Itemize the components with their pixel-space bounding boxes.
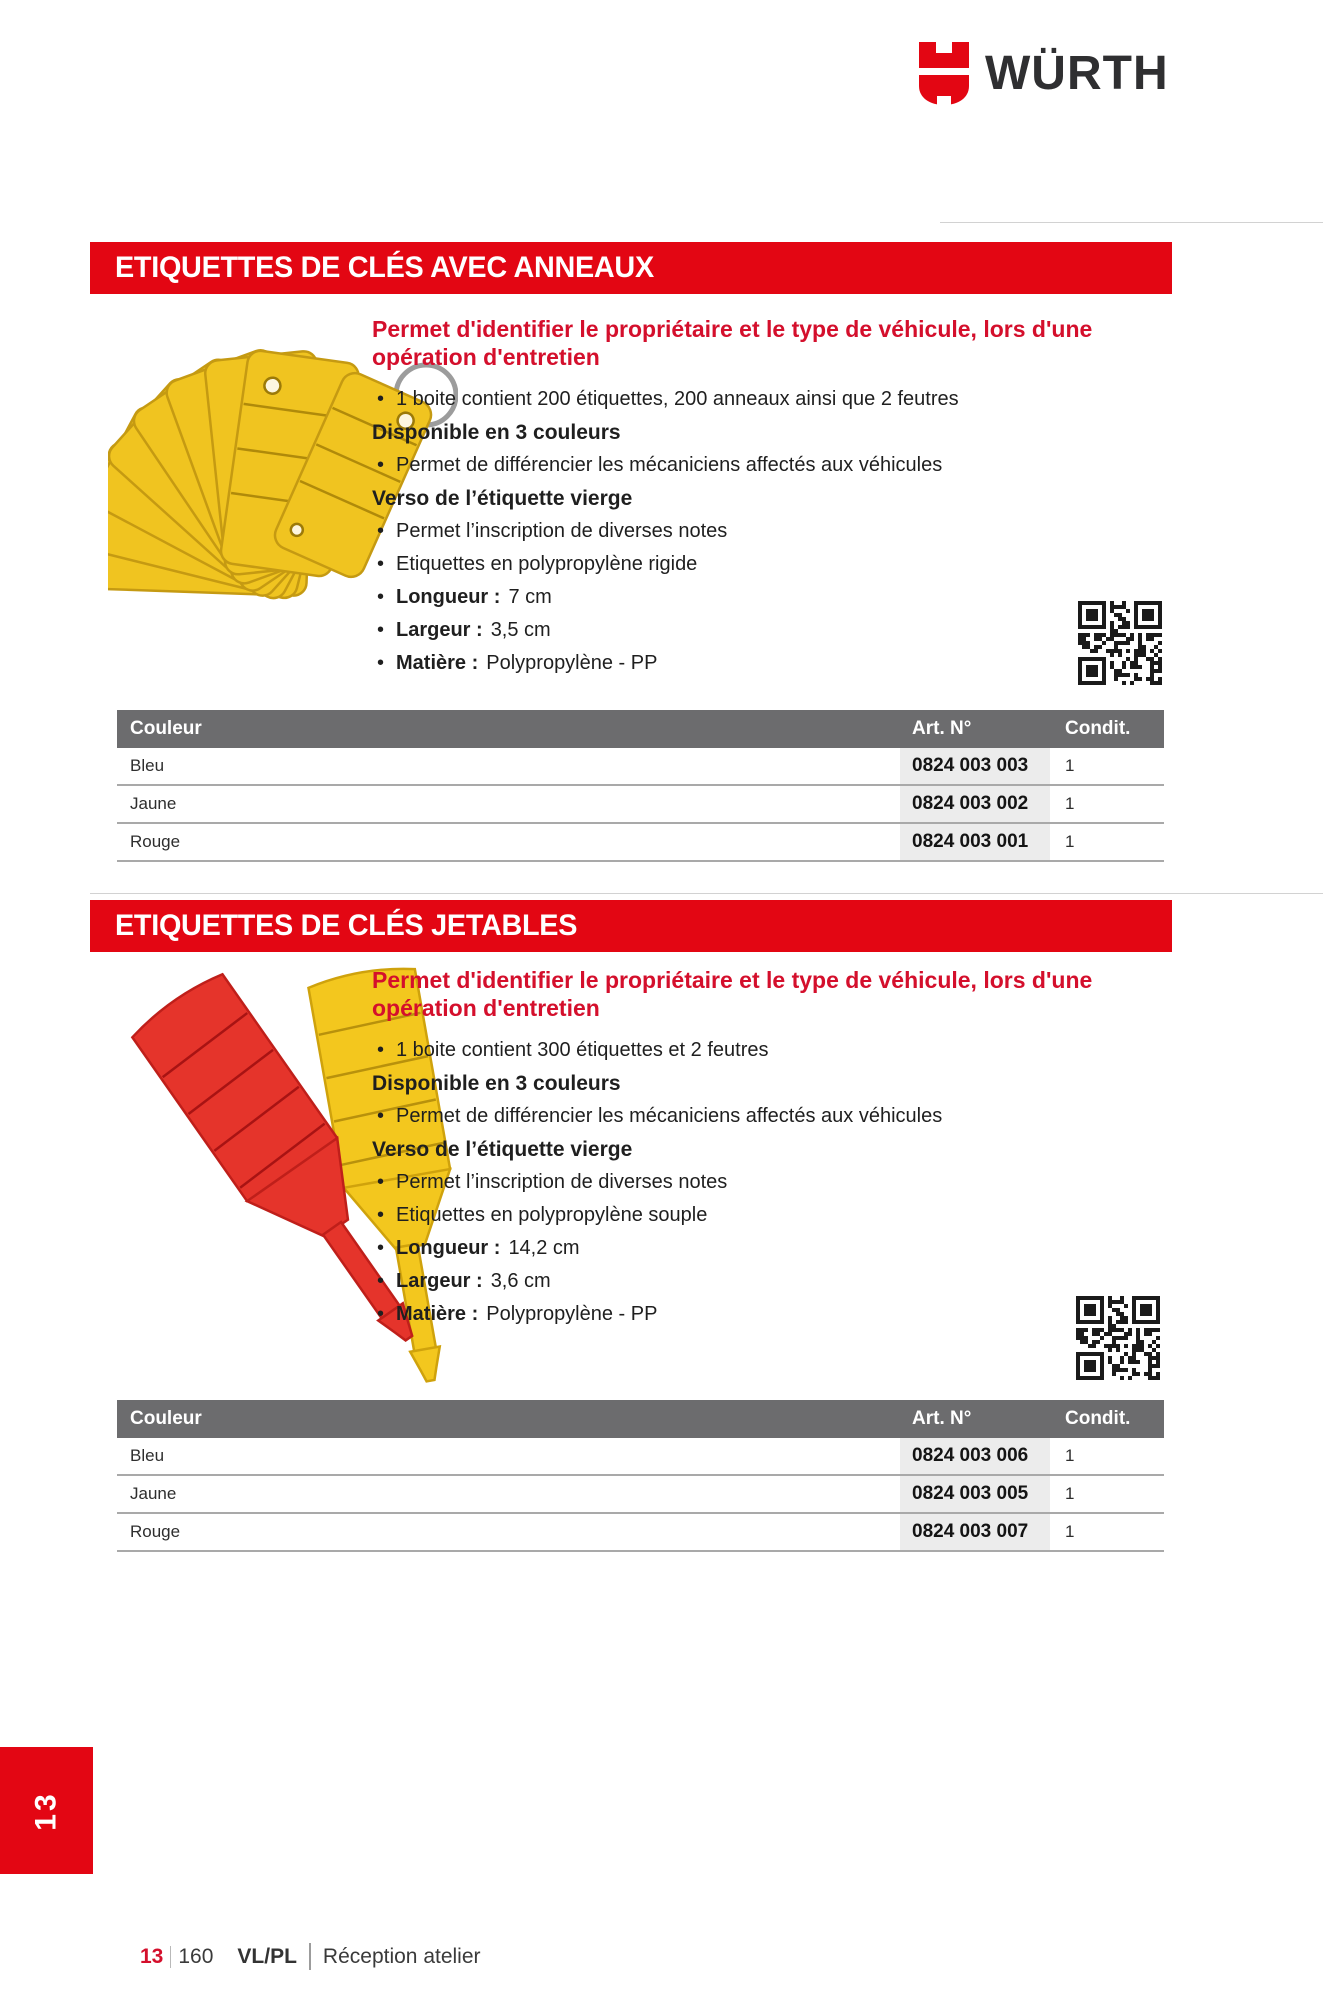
table-row [117,786,1164,824]
cell-condit: 1 [1065,1522,1075,1541]
feature-text: Verso de l’étiquette vierge [372,487,633,510]
feature-item [372,383,1172,416]
feature-label: Largeur : [396,1270,483,1292]
bullet-icon: • [377,619,385,641]
feature-label: Largeur : [396,619,483,641]
page-footer [140,1943,481,1970]
feature-item [372,581,1172,614]
cell-condit: 1 [1065,794,1075,813]
bullet-icon: • [377,388,385,410]
feature-item [372,1298,1172,1331]
product-heading: Permet d'identifier le propriétaire et le type de véhicule, lors d'une opération d'entretien [372,316,1093,370]
feature-text: Polypropylène - PP [486,652,658,674]
feature-item [372,1034,1172,1067]
cell-art-no: 0824 003 001 [900,824,1050,860]
feature-item [372,449,1172,482]
bullet-icon: • [377,520,385,542]
feature-item [372,647,1172,680]
feature-item [372,1166,1172,1199]
wuerth-logo-text: WÜRTH [985,47,1169,100]
section-banner-jetables [90,900,1172,952]
feature-text: Permet de différencier les mécaniciens affectés aux véhicules [396,454,943,476]
cell-couleur: Jaune [130,794,177,813]
qr-code [1076,1296,1160,1380]
section-banner-title: ETIQUETTES DE CLÉS AVEC ANNEAUX [115,251,654,284]
table-row [117,748,1164,786]
bullet-icon: • [377,1237,385,1259]
footer-segment-code: VL/PL [237,1944,297,1968]
table-row [117,824,1164,862]
cell-art-no: 0824 003 006 [900,1438,1050,1474]
feature-item [372,1100,1172,1133]
product-description-anneaux [372,315,1172,680]
cell-couleur: Jaune [130,1484,177,1503]
table-header-art-no: Art. N° [912,718,972,739]
wuerth-logo [917,42,1169,106]
feature-text: Etiquettes en polypropylène rigide [396,553,698,575]
feature-item [372,1133,1172,1166]
feature-text: 3,5 cm [490,619,551,641]
footer-chapter-number: 13 [140,1944,164,1968]
feature-text: Disponible en 3 couleurs [372,1072,621,1095]
footer-separator [170,1946,171,1968]
bullet-icon: • [377,652,385,674]
cell-condit: 1 [1065,756,1075,775]
feature-text: 14,2 cm [508,1237,580,1259]
feature-text: 1 boite contient 300 étiquettes et 2 feutres [396,1039,769,1061]
feature-item [372,416,1172,449]
bullet-icon: • [377,1270,385,1292]
section-divider-line [940,222,1323,223]
cell-condit: 1 [1065,1446,1075,1465]
section-divider-line [90,893,1323,894]
table-header-row [117,1400,1164,1438]
table-header-condit: Condit. [1065,718,1131,739]
cell-condit: 1 [1065,832,1075,851]
table-row [117,1476,1164,1514]
feature-item [372,482,1172,515]
cell-art-no: 0824 003 005 [900,1476,1050,1512]
bullet-icon: • [377,1171,385,1193]
section-banner-anneaux [90,242,1172,294]
feature-item [372,515,1172,548]
cell-art-no: 0824 003 007 [900,1514,1050,1550]
cell-condit: 1 [1065,1484,1075,1503]
wuerth-logo-icon [917,42,971,106]
bullet-icon: • [377,1039,385,1061]
feature-item [372,1265,1172,1298]
feature-text: Disponible en 3 couleurs [372,421,621,444]
feature-item [372,1067,1172,1100]
article-table-anneaux [117,710,1164,862]
product-description-jetables [372,966,1172,1331]
feature-item [372,614,1172,647]
chapter-tab [0,1747,93,1874]
table-header-couleur: Couleur [130,1408,202,1429]
feature-label: Longueur : [396,1237,501,1259]
bullet-icon: • [377,1204,385,1226]
footer-separator [309,1943,311,1970]
feature-text: Etiquettes en polypropylène souple [396,1204,708,1226]
table-header-couleur: Couleur [130,718,202,739]
cell-couleur: Rouge [130,1522,181,1541]
feature-text: Permet de différencier les mécaniciens affectés aux véhicules [396,1105,943,1127]
feature-list [372,383,1172,680]
table-header-condit: Condit. [1065,1408,1131,1429]
article-table-jetables [117,1400,1164,1552]
feature-item [372,548,1172,581]
bullet-icon: • [377,1105,385,1127]
feature-text: Permet l’inscription de diverses notes [396,520,728,542]
cell-art-no: 0824 003 002 [900,786,1050,822]
feature-text: 7 cm [508,586,552,608]
cell-art-no: 0824 003 003 [900,748,1050,784]
bullet-icon: • [377,1303,385,1325]
product-heading: Permet d'identifier le propriétaire et le type de véhicule, lors d'une opération d'entretien [372,967,1093,1021]
feature-item [372,1199,1172,1232]
cell-couleur: Bleu [130,1446,165,1465]
feature-text: Verso de l’étiquette vierge [372,1138,633,1161]
feature-label: Matière : [396,652,479,674]
feature-text: Permet l’inscription de diverses notes [396,1171,728,1193]
table-row [117,1438,1164,1476]
table-header-art-no: Art. N° [912,1408,972,1429]
feature-label: Matière : [396,1303,479,1325]
bullet-icon: • [377,454,385,476]
feature-text: 1 boite contient 200 étiquettes, 200 anneaux ainsi que 2 feutres [396,388,959,410]
bullet-icon: • [377,553,385,575]
footer-page-number: 160 [178,1944,214,1968]
feature-label: Longueur : [396,586,501,608]
table-row [117,1514,1164,1552]
qr-code [1078,601,1162,685]
feature-list [372,1034,1172,1331]
bullet-icon: • [377,586,385,608]
table-header-row [117,710,1164,748]
cell-couleur: Rouge [130,832,181,851]
chapter-tab-number: 13 [29,1790,63,1831]
feature-text: Polypropylène - PP [486,1303,658,1325]
feature-text: 3,6 cm [490,1270,551,1292]
footer-section-title: Réception atelier [322,1944,481,1968]
section-banner-title: ETIQUETTES DE CLÉS JETABLES [115,909,578,942]
feature-item [372,1232,1172,1265]
cell-couleur: Bleu [130,756,165,775]
